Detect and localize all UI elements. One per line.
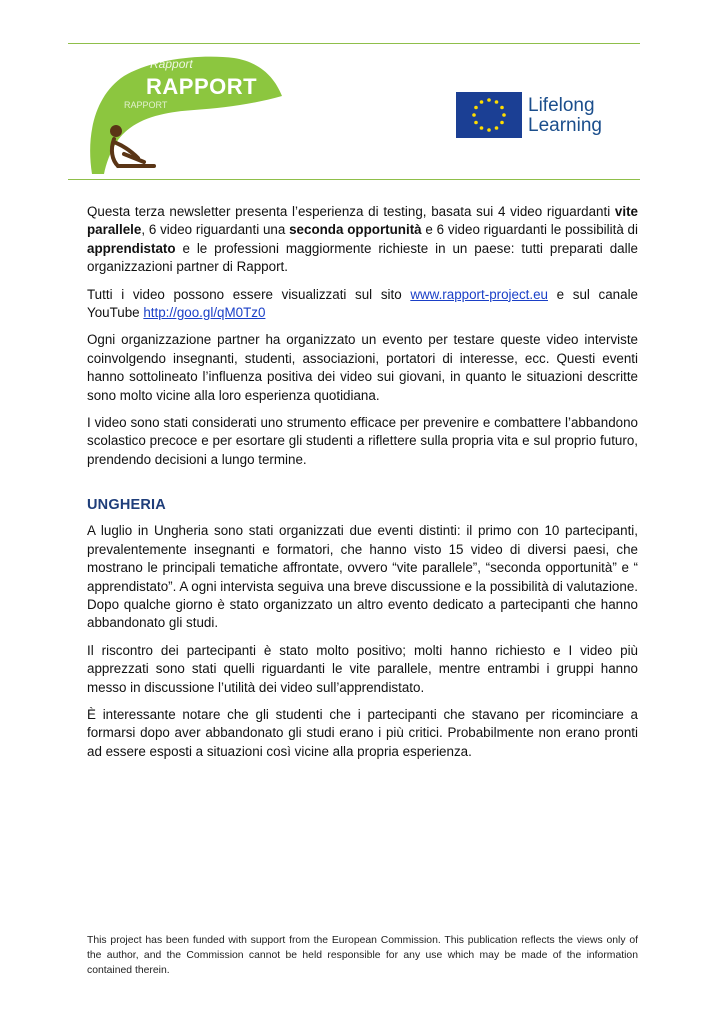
section-paragraph-3: È interessante notare che gli studenti che i partecipanti che stavano per ricominciare a formarsi dopo aver abbandonato gli studi erano i più critici. Probabilmente non erano pronti ad essere esposti a situazioni così vicine alla propria esperienza. xyxy=(87,706,638,759)
eu-program-line1: Lifelong xyxy=(528,95,595,116)
intro-p2-text-b: e sul canale YouTube xyxy=(87,286,638,321)
rapport-logo xyxy=(84,46,284,176)
section-heading-ungheria: UNGHERIA xyxy=(87,497,166,514)
header-top-rule xyxy=(68,43,640,44)
intro-p1-bold-vite-parallele: vite parallele xyxy=(87,204,638,238)
intro-p1-text-d: e 6 video riguardanti le possibilità di xyxy=(421,222,638,238)
intro-p1-bold-apprendistato: apprendistato xyxy=(87,240,176,256)
logo-sitting-figure xyxy=(110,125,154,166)
header-bottom-rule xyxy=(68,179,640,180)
intro-p1-text-a: Questa terza newsletter presenta l’esperienza di testing, basata sui 4 video riguardanti xyxy=(87,204,615,219)
logo-small-text: Rapport xyxy=(150,57,193,71)
intro-p1-bold-seconda-opportunita: seconda opportunità xyxy=(289,222,422,238)
logo-repeat-text: RAPPORT xyxy=(124,100,168,110)
newsletter-body xyxy=(87,203,638,770)
eu-program-name xyxy=(528,96,602,136)
eu-flag-icon xyxy=(456,92,522,138)
intro-paragraph-2 xyxy=(87,286,638,323)
intro-paragraph-4: I video sono stati considerati uno strumento efficace per prevenire e combattere l’abbandono scolastico precoce e per esortare gli studenti a riflettere sulla propria vita e sul proprio futuro, prendendo decisioni a lungo termine. xyxy=(87,415,638,467)
website-link[interactable]: www.rapport-project.eu xyxy=(410,286,548,302)
intro-paragraph-1 xyxy=(87,203,638,277)
intro-paragraph-3: Ogni organizzazione partner ha organizzato un evento per testare queste video interviste coinvolgendo insegnanti, studenti, associazioni, portatori di interesse, ecc. Questi eventi hanno sottolineato l’influenza positiva dei video sui giovani, in quanto le situazioni descritte sono molto vicine alla loro esperienza quotidiana. xyxy=(87,332,638,403)
logo-main-text: RAPPORT xyxy=(146,74,258,99)
footer-disclaimer: This project has been funded with support from the European Commission. This publication reflects the views only of the author, and the Commission cannot be held responsible for any use which may be made of the information contained therein. xyxy=(87,935,638,976)
intro-p2-text-a: Tutti i video possono essere visualizzati sul sito xyxy=(87,286,411,302)
intro-p1-text-e: e le professioni maggiormente richieste in un paese: tutti preparati dalle organizzazioni partner di Rapport. xyxy=(87,240,638,275)
youtube-link[interactable]: http://goo.gl/qM0Tz0 xyxy=(143,305,266,321)
eu-lifelong-learning-logo xyxy=(456,92,616,140)
section-paragraph-2: Il riscontro dei partecipanti è stato molto positivo; molti hanno richiesto e I video più apprezzati sono stati quelli riguardanti le vite parallele, mentre entrambi i gruppi hanno messo in discussione l’utilità dei video sull’apprendistato. xyxy=(87,642,638,695)
section-paragraph-1: A luglio in Ungheria sono stati organizzati due eventi distinti: il primo con 10 partecipanti, prevalentemente insegnanti e formatori, che hanno visto 15 video di diversi paesi, che mostrano le principali tematiche affrontate, ovvero “vite parallele”, “seconda opportunità” e “ apprendistato”. A ogni intervista seguiva una breve discussione e la possibilità di valutazione. Dopo qualche giorno è stato organizzato un altro evento dedicato a partecipanti che hanno abbandonato gli studi. xyxy=(87,523,638,631)
eu-program-line2: Learning xyxy=(528,115,602,136)
intro-p1-text-c: , 6 video riguardanti una xyxy=(141,222,290,238)
